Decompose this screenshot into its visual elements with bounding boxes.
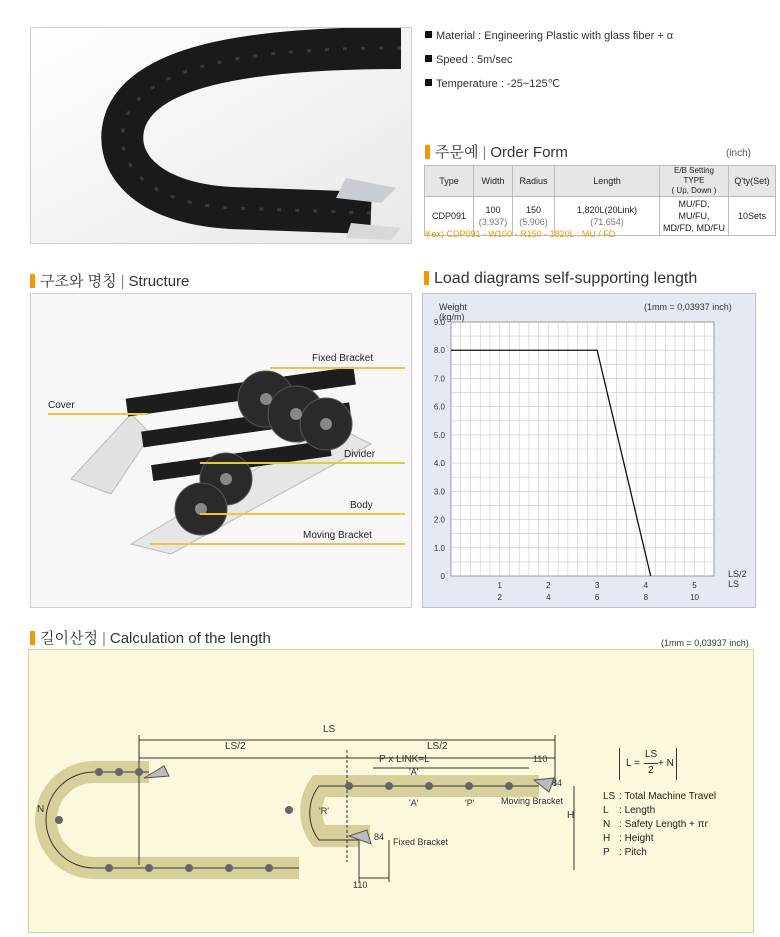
legend — [603, 790, 716, 860]
calc-diagram — [28, 649, 754, 933]
dim-ls: LS — [323, 724, 336, 735]
spec-speed: Speed : 5m/sec — [425, 54, 512, 66]
cable-chain-photo — [31, 28, 411, 243]
dim-110-top: 110 — [533, 754, 548, 764]
moving-bracket-label: Moving Bracket — [501, 796, 564, 806]
label-cover: Cover — [48, 400, 75, 411]
cell-width: 100 (3.937) — [474, 197, 513, 236]
label-fixed-bracket: Fixed Bracket — [312, 353, 374, 364]
legend-h: H : Height — [603, 833, 654, 844]
cell-radius: 150 (5.906) — [513, 197, 555, 236]
product-photo — [30, 27, 412, 244]
y-axis-label: Weight (kg/m) — [439, 302, 467, 322]
x-tick-label-top: 2 — [546, 581, 551, 590]
dim-ls2-right: LS/2 — [427, 741, 448, 752]
y-tick-label: 2.0 — [433, 515, 445, 525]
dim-110-bottom: 110 — [353, 880, 368, 890]
col-eb-setting: E/B Setting TYPE ( Up, Down ) — [660, 166, 729, 197]
load-chart — [422, 293, 756, 608]
spec-material: Material : Engineering Plastic with glass fiber + α — [425, 30, 673, 42]
x-tick-label-bottom: 4 — [546, 593, 551, 602]
x-tick-label-bottom: 2 — [497, 593, 502, 602]
load-plot — [423, 294, 755, 607]
legend-p: P : Pitch — [603, 847, 647, 858]
y-tick-label: 5.0 — [433, 430, 445, 440]
col-type: Type — [425, 166, 474, 197]
order-form-title: 주문예 | Order Form — [425, 141, 568, 162]
legend-n: N : Safety Length + πr — [603, 819, 708, 830]
cell-length: 1,820L(20Link) (71.654) — [555, 197, 660, 236]
calc-title: 길이산정 | Calculation of the length — [30, 627, 271, 648]
dim-pxlink: P x LINK=L — [379, 754, 430, 765]
dim-h: H — [567, 810, 575, 821]
dim-84-bottom: 84 — [374, 832, 385, 842]
y-tick-label: 3.0 — [433, 487, 445, 497]
y-tick-label: 4.0 — [433, 459, 445, 469]
load-title: Load diagrams self-supporting length — [424, 270, 697, 288]
load-unit: (1mm = 0,03937 inch) — [644, 302, 732, 312]
x-tick-label-top: 4 — [643, 581, 649, 590]
col-width: Width — [474, 166, 513, 197]
label-body: Body — [350, 500, 373, 511]
col-length: Length — [555, 166, 660, 197]
x-tick-label-bottom: 10 — [690, 593, 699, 602]
order-form-unit: (inch) — [726, 148, 752, 159]
dim-a-bottom: 'A' — [409, 798, 419, 808]
x-tick-label-bottom: 6 — [594, 593, 600, 602]
x-axis-label: LS/2 LS — [728, 569, 747, 589]
y-tick-label: 1.0 — [433, 543, 445, 553]
x-tick-label-bottom: 8 — [643, 593, 649, 602]
x-tick-label-top: 3 — [594, 581, 600, 590]
label-divider: Divider — [344, 449, 376, 460]
dim-r: 'R' — [319, 806, 329, 816]
label-moving-bracket: Moving Bracket — [303, 530, 372, 541]
fixed-bracket-label: Fixed Bracket — [393, 837, 449, 847]
dim-ls2-left: LS/2 — [225, 741, 246, 752]
dim-a-top: 'A' — [409, 767, 419, 777]
x-tick-label-top: 5 — [692, 581, 697, 590]
y-tick-label: 6.0 — [433, 402, 445, 412]
y-tick-label: 8.0 — [433, 346, 445, 356]
formula: L = LS 2 + N — [619, 748, 677, 780]
leader-fixed — [270, 367, 405, 369]
y-tick-label: 7.0 — [433, 374, 445, 384]
leader-body — [200, 513, 405, 515]
order-table-wrap — [424, 165, 776, 236]
order-table — [424, 165, 776, 236]
cell-type: CDP091 — [425, 197, 474, 236]
y-tick-label: 0 — [440, 572, 445, 581]
cell-eb: MU/FD, MU/FU, MD/FD, MD/FU — [660, 197, 729, 236]
dim-p: 'P' — [465, 798, 475, 808]
legend-l: L : Length — [603, 805, 656, 816]
cell-qty: 10Sets — [729, 197, 776, 236]
y-tick-label: 9.0 — [433, 318, 445, 327]
col-radius: Radius — [513, 166, 555, 197]
calc-unit: (1mm = 0,03937 inch) — [661, 638, 749, 648]
dim-84-top: 84 — [552, 778, 563, 788]
spec-temperature: Temperature : -25~125℃ — [425, 77, 560, 90]
x-tick-label-top: 1 — [497, 581, 502, 590]
leader-cover — [48, 413, 148, 415]
leader-divider — [200, 462, 405, 464]
dim-n: N — [37, 804, 45, 815]
order-example: ※ex) CDP091 - W100 - R150 - 1820L : MU / FD — [424, 229, 616, 239]
col-qty: Q'ty(Set) — [729, 166, 776, 197]
leader-moving — [150, 543, 405, 545]
structure-title: 구조와 명칭 | Structure — [30, 270, 189, 291]
legend-ls: LS : Total Machine Travel — [603, 791, 717, 802]
